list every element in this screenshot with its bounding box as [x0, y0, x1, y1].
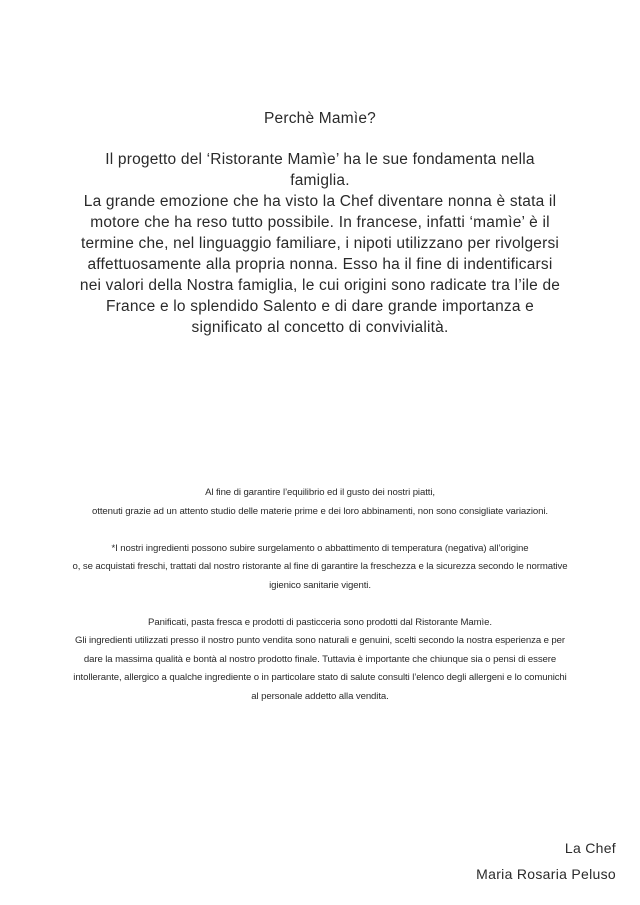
intro-section [40, 108, 600, 338]
note-line: igienico sanitarie vigenti. [269, 579, 371, 591]
note-line: o, se acquistati freschi, trattati dal nostro ristorante al fine di garantire la freschezza e la sicurezza secondo le normative [72, 561, 568, 572]
intro-line: famiglia. [290, 172, 350, 189]
note-line: Panificati, pasta fresca e prodotti di pasticceria sono prodotti dal Ristorante Mamìe. [148, 616, 492, 628]
intro-line: La grande emozione che ha visto la Chef diventare nonna è stata il [83, 193, 557, 210]
intro-line: Il progetto del ‘Ristorante Mamìe’ ha le sue fondamenta nella [105, 151, 535, 168]
frozen-note [20, 540, 620, 596]
note-line: ottenuti grazie ad un attento studio delle materie prime e dei loro abbinamenti, non sono consigliate variazioni. [92, 505, 548, 517]
note-line: dare la massima qualità e bontà al nostro prodotto finale. Tuttavia è importante che chiunque sia o pensi di essere [83, 653, 557, 665]
signature-name: Maria Rosaria Peluso [476, 866, 616, 882]
signature-role: La Chef [564, 840, 616, 856]
notes-section [20, 484, 620, 725]
intro-line: affettuosamente alla propria nonna. Esso ha il fine di indentificarsi [87, 256, 553, 273]
note-line: intollerante, allergico a qualche ingrediente o in particolare stato di salute consulti l’elenco degli allergeni e lo comunichi [73, 672, 567, 683]
intro-line: France e lo splendido Salento e di dare grande importanza e [106, 298, 534, 315]
intro-line: nei valori della Nostra famiglia, le cui origini sono radicate tra l’ile de [79, 277, 561, 294]
signature [476, 835, 616, 887]
balance-note [20, 484, 620, 521]
note-line: al personale addetto alla vendita. [251, 690, 389, 702]
note-line: *I nostri ingredienti possono subire surgelamento o abbattimento di temperatura (negativa) all’origine [111, 542, 529, 554]
note-line: Gli ingredienti utilizzati presso il nostro punto vendita sono naturali e genuini, scelti secondo la nostra esperienza e per [75, 635, 565, 646]
intro-line: termine che, nel linguaggio familiare, i nipoti utilizzano per rivolgersi [80, 235, 560, 252]
intro-line: significato al concetto di convivialità. [191, 319, 449, 336]
intro-line: motore che ha reso tutto possibile. In francese, infatti ‘mamìe’ è il [90, 214, 550, 231]
intro-title: Perchè Mamìe? [263, 110, 376, 127]
allergens-note [20, 614, 620, 707]
note-line: Al fine di garantire l’equilibrio ed il gusto dei nostri piatti, [205, 487, 435, 498]
